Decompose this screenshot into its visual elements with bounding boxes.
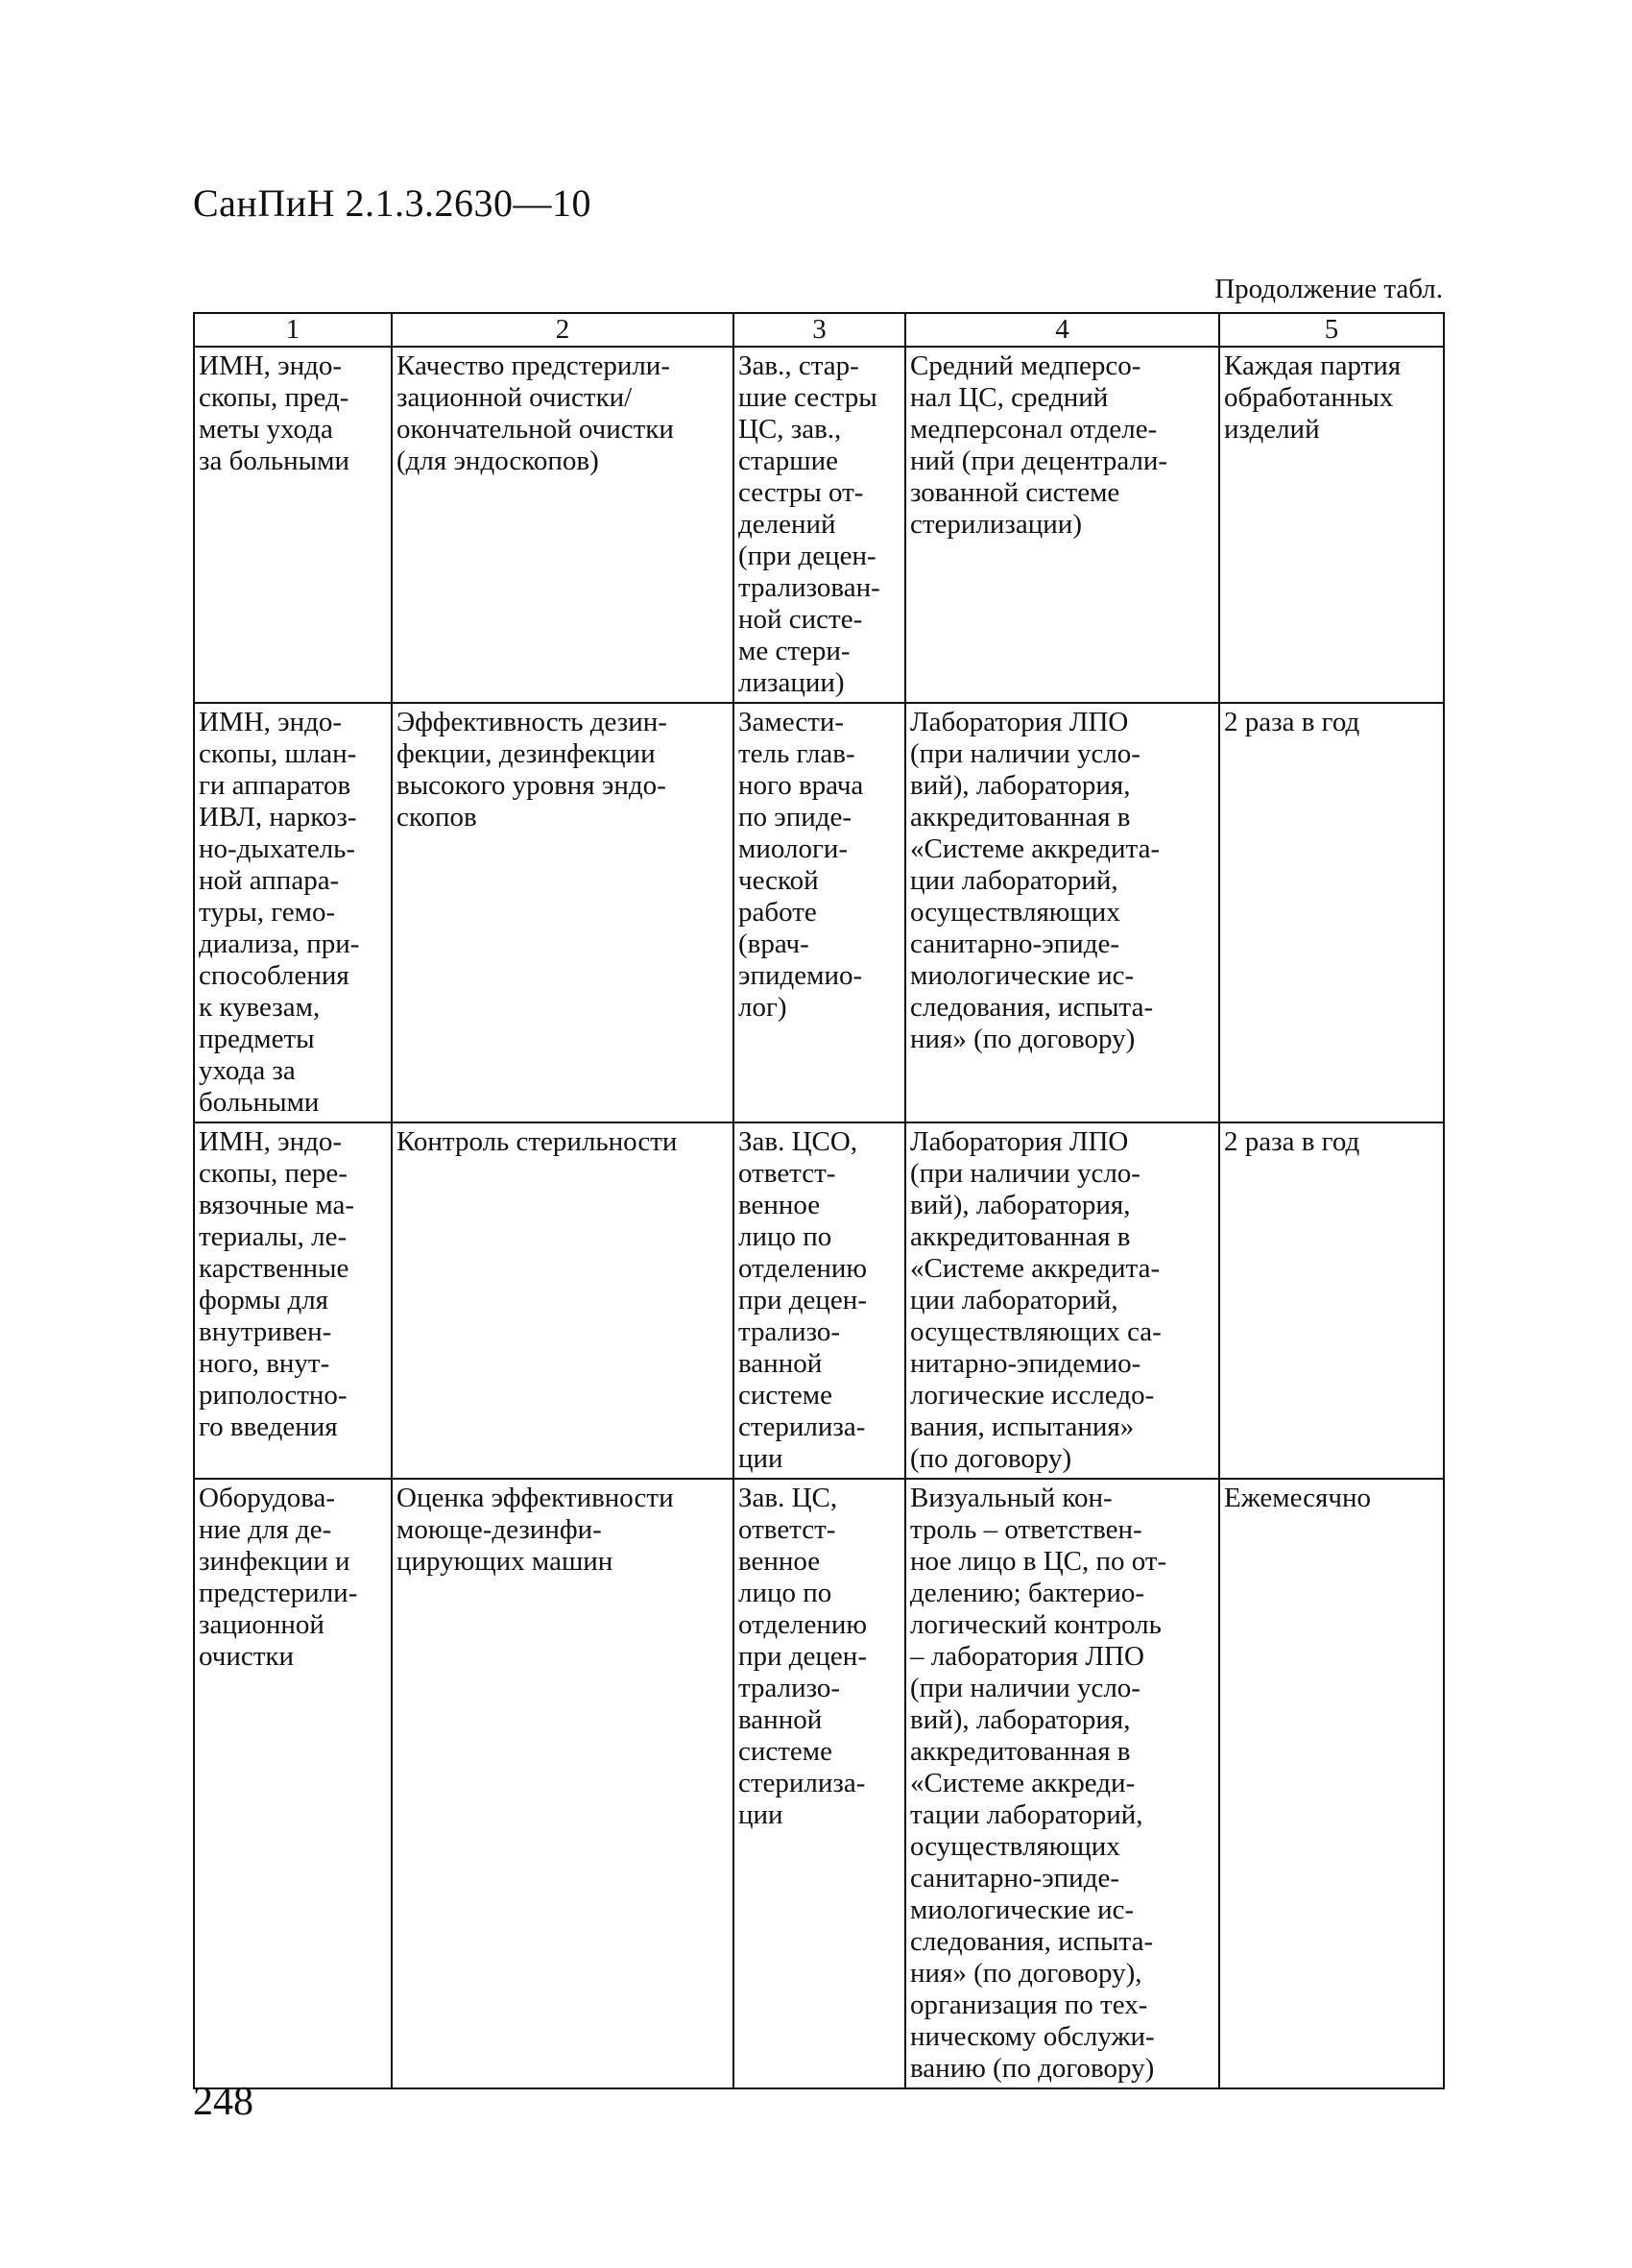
indicator-cell: Оценка эффективности моюще-дезинфи- цирующих машин xyxy=(392,1479,733,2088)
object-cell: ИМН, эндо- скопы, пред- меты ухода за больными xyxy=(194,347,392,703)
frequency-cell: 2 раза в год xyxy=(1219,1122,1444,1479)
page-number: 248 xyxy=(193,2080,253,2124)
frequency-cell: Ежемесячно xyxy=(1219,1479,1444,2088)
executor-cell: Средний медперсо- нал ЦС, средний медперсонал отделе- ний (при децентрали- зованной системе стерилизации) xyxy=(905,347,1219,703)
responsible-cell: Зав. ЦС, ответст- венное лицо по отделению при децен- трализо- ванной системе стерилиза- ции xyxy=(733,1479,905,2088)
column-number: 2 xyxy=(392,313,733,347)
responsible-cell: Зав., стар- шие сестры ЦС, зав., старшие сестры от- делений (при децен- трализован- ной систе- ме стери- лизации) xyxy=(733,347,905,703)
control-table xyxy=(193,312,1445,2089)
executor-cell: Лаборатория ЛПО (при наличии усло- вий), лаборатория, аккредитованная в «Системе аккредита- ции лабораторий, осуществляющих са- нитарно-эпидемио- логические исследо- вания, испытания» (по договору) xyxy=(905,1122,1219,1479)
executor-cell: Визуальный кон- троль – ответствен- ное лицо в ЦС, по от- делению; бактерио- логический контроль – лаборатория ЛПО (при наличии усло- вий), лаборатория, аккредитованная в «Системе аккреди- тации лабораторий, осуществляющих санитарно-эпиде- миологические ис- следования, испыта- ния» (по договору), организация по тех- ническому обслужи- ванию (по договору) xyxy=(905,1479,1219,2088)
column-number: 5 xyxy=(1219,313,1444,347)
object-cell: Оборудова- ние для де- зинфекции и предстерили- зационной очистки xyxy=(194,1479,392,2088)
responsible-cell: Зав. ЦСО, ответст- венное лицо по отделению при децен- трализо- ванной системе стерилиза- ции xyxy=(733,1122,905,1479)
object-cell: ИМН, эндо- скопы, пере- вязочные ма- териалы, ле- карственные формы для внутривен- ного, внут- риполостно- го введения xyxy=(194,1122,392,1479)
column-number: 3 xyxy=(733,313,905,347)
table-row xyxy=(194,703,1444,1122)
column-number: 4 xyxy=(905,313,1219,347)
responsible-cell: Замести- тель глав- ного врача по эпиде- миологи- ческой работе (врач- эпидемио- лог) xyxy=(733,703,905,1122)
table-row xyxy=(194,347,1444,703)
column-number: 1 xyxy=(194,313,392,347)
frequency-cell: Каждая партия обработанных изделий xyxy=(1219,347,1444,703)
indicator-cell: Контроль стерильности xyxy=(392,1122,733,1479)
frequency-cell: 2 раза в год xyxy=(1219,703,1444,1122)
column-number-row xyxy=(194,313,1444,347)
indicator-cell: Эффективность дезин- фекции, дезинфекции высокого уровня эндо- скопов xyxy=(392,703,733,1122)
document-code: СанПиН 2.1.3.2630—10 xyxy=(193,181,592,225)
indicator-cell: Качество предстерили- зационной очистки/ окончательной очистки (для эндоскопов) xyxy=(392,347,733,703)
executor-cell: Лаборатория ЛПО (при наличии усло- вий), лаборатория, аккредитованная в «Системе аккредита- ции лабораторий, осуществляющих санитарно-эпиде- миологические ис- следования, испыта- ния» (по договору) xyxy=(905,703,1219,1122)
object-cell: ИМН, эндо- скопы, шлан- ги аппаратов ИВЛ, наркоз- но-дыхатель- ной аппара- туры, гемо- диализа, при- способления к кувезам, предметы ухода за больными xyxy=(194,703,392,1122)
table-row xyxy=(194,1122,1444,1479)
table-continuation-label: Продолжение табл. xyxy=(1214,274,1443,304)
table-row xyxy=(194,1479,1444,2088)
